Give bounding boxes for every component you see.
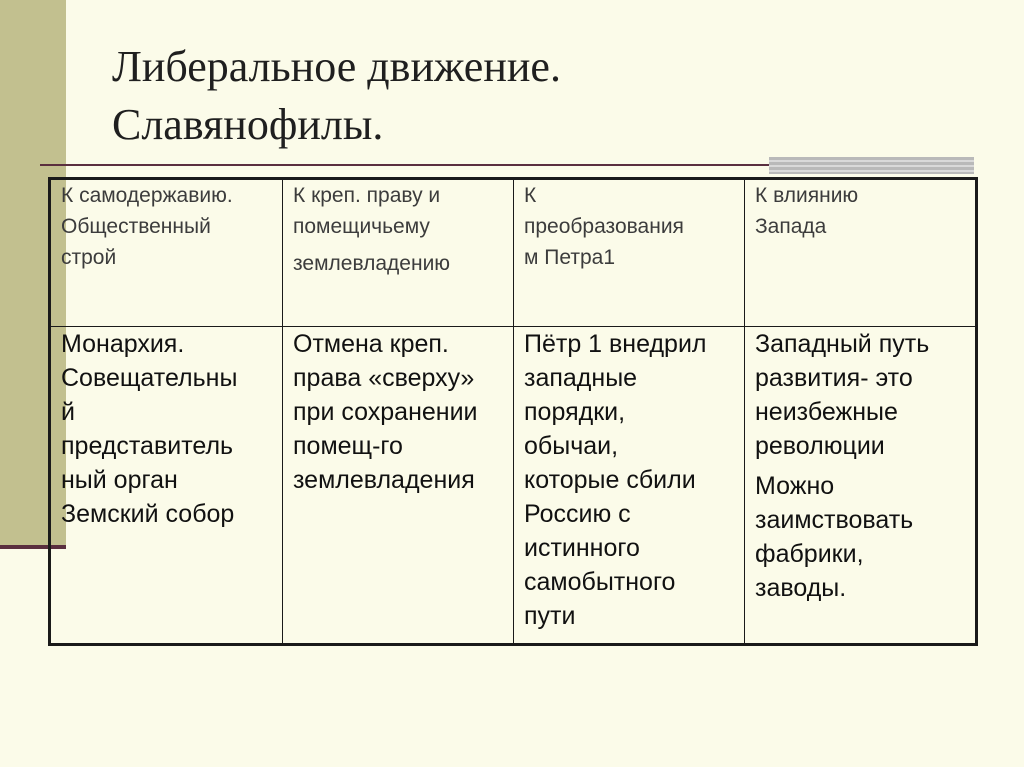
cell-line: которые сбили xyxy=(524,466,696,494)
cell-line: преобразования xyxy=(524,215,684,238)
cell-line: К креп. праву и xyxy=(293,184,441,207)
cell-line: революции xyxy=(755,432,885,460)
borrowing-paragraph xyxy=(755,469,965,605)
west-path-paragraph xyxy=(755,327,965,463)
cell-line: Западный путь xyxy=(755,330,930,358)
header-cell-west-influence xyxy=(745,179,977,327)
cell-line: заимствовать xyxy=(755,506,914,534)
cell-line: Отмена креп. xyxy=(293,330,449,358)
cell-line: заводы. xyxy=(755,574,847,602)
cell-line: при сохранении xyxy=(293,398,478,426)
cell-line: неизбежные xyxy=(755,398,898,426)
body-cell-serfdom-abolition xyxy=(283,327,514,645)
cell-line: К самодержавию. xyxy=(61,184,233,207)
comparison-table xyxy=(48,177,978,646)
header-cell-autocracy xyxy=(50,179,283,327)
cell-line: Общественный xyxy=(61,215,211,238)
title-underline xyxy=(40,164,775,166)
cell-line: самобытного xyxy=(524,568,676,596)
table-body-row xyxy=(50,327,977,645)
cell-line: права «сверху» xyxy=(293,364,475,392)
cell-line: развития- это xyxy=(755,364,913,392)
body-cell-monarchy xyxy=(50,327,283,645)
cell-line: фабрики, xyxy=(755,540,864,568)
cell-line: К влиянию xyxy=(755,184,859,207)
body-cell-peter-reforms xyxy=(514,327,745,645)
cell-line: ный орган xyxy=(61,466,178,494)
cell-line: К xyxy=(524,184,537,207)
cell-line: землевладения xyxy=(293,466,475,494)
gray-decorative-bar xyxy=(769,157,974,174)
body-cell-west-influence xyxy=(745,327,977,645)
cell-line: пути xyxy=(524,602,576,630)
cell-line: порядки, xyxy=(524,398,626,426)
cell-line: представитель xyxy=(61,432,234,460)
cell-line: й xyxy=(61,398,75,426)
slide-title-line-2: Славянофилы. xyxy=(112,100,384,149)
cell-line: землевладению xyxy=(293,252,451,275)
slide-title xyxy=(112,38,972,154)
header-cell-serfdom xyxy=(283,179,514,327)
table-header-row xyxy=(50,179,977,327)
cell-line: Совещательны xyxy=(61,364,238,392)
cell-line: обычаи, xyxy=(524,432,619,460)
cell-line: Запада xyxy=(755,215,827,238)
cell-line: помещичьему xyxy=(293,215,430,238)
cell-line: Земский собор xyxy=(61,500,235,528)
cell-line: Монархия. xyxy=(61,330,185,358)
slide-title-line-1: Либеральное движение. xyxy=(112,42,561,91)
cell-line: строй xyxy=(61,246,117,269)
cell-line: истинного xyxy=(524,534,640,562)
cell-line: Можно xyxy=(755,472,835,500)
cell-line: м Петра1 xyxy=(524,246,616,269)
header-cell-peter-reforms xyxy=(514,179,745,327)
cell-line: западные xyxy=(524,364,638,392)
cell-line: помещ-го xyxy=(293,432,403,460)
cell-line: Россию с xyxy=(524,500,631,528)
cell-line: Пётр 1 внедрил xyxy=(524,330,707,358)
